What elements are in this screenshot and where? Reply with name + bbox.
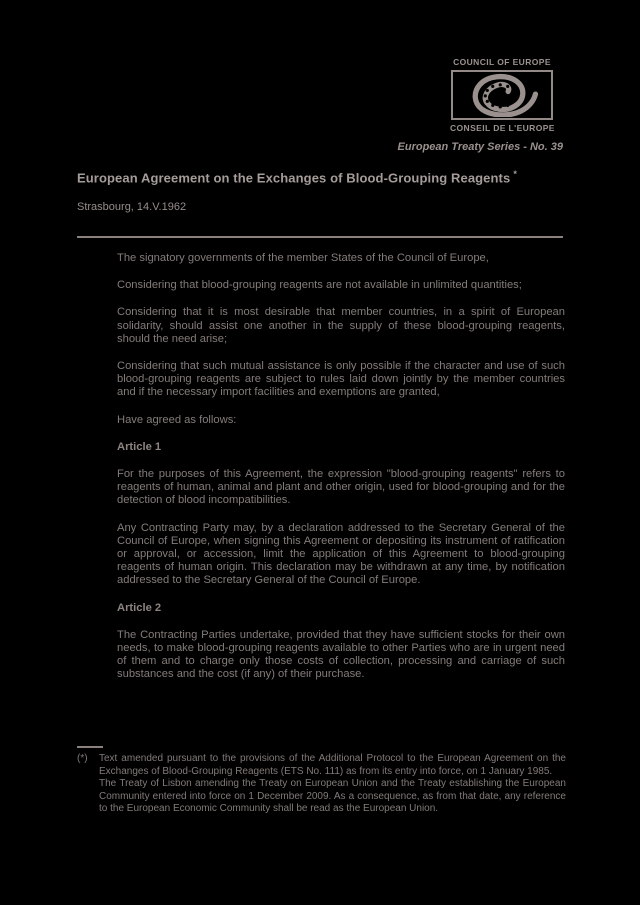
treaty-series-label: European Treaty Series - No. 39 xyxy=(397,141,563,153)
article-1-paragraph: Any Contracting Party may, by a declaration addressed to the Secretary General of the Council of Europe, when signing this Agreement or depositing its instrument of ratification or approval, or accession, limit the application of this Agreement to blood-grouping reagents of human origin. This declaration may be withdrawn at any time, by notification addressed to the Secretary General of the Council of Europe. xyxy=(117,521,565,587)
preamble-paragraph: Considering that blood-grouping reagents are not available in unlimited quantities; xyxy=(117,279,522,292)
title-divider-rule xyxy=(77,236,563,238)
article-2-paragraph: The Contracting Parties undertake, provided that they have sufficient stocks for their own needs, to make blood-grouping reagents available to other Parties who are in urgent need of them and to charge only those costs of collection, processing and carriage of such substances and the cost (if any) of their purchase. xyxy=(117,628,565,681)
footnote-text: The Treaty of Lisbon amending the Treaty on European Union and the Treaty establishing the European Community entered into force on 1 December 2009. As a consequence, as from that date, any reference to the European Economic Community shall be read as the European Union. xyxy=(99,778,566,815)
footnote-separator-rule xyxy=(77,746,103,748)
org-name-french: CONSEIL DE L'EUROPE xyxy=(450,123,555,133)
place-and-date: Strasbourg, 14.V.1962 xyxy=(77,201,187,213)
council-of-europe-logo-block xyxy=(450,57,554,133)
article-2-heading: Article 2 xyxy=(117,601,162,614)
council-of-europe-logo-box xyxy=(451,70,553,120)
org-name-english: COUNCIL OF EUROPE xyxy=(453,57,551,67)
footnote-paragraph xyxy=(77,778,566,816)
footnote-block xyxy=(77,746,566,816)
council-of-europe-e-logo-icon xyxy=(455,73,549,117)
article-1-paragraph: For the purposes of this Agreement, the expression "blood-grouping reagents" refers to reagents of human, animal and plant and other origin, used for blood-grouping and for the detection of blood incompatibilities. xyxy=(117,468,565,507)
preamble-paragraph: The signatory governments of the member States of the Council of Europe, xyxy=(117,252,489,264)
title-footnote-marker: * xyxy=(513,169,517,179)
preamble-paragraph: Have agreed as follows: xyxy=(117,413,237,426)
preamble-paragraph: Considering that it is most desirable that member countries, in a spirit of European solidarity, should assist one another in the supply of these blood-grouping reagents, should the need arise; xyxy=(117,306,565,345)
document-title xyxy=(77,169,577,185)
article-1-heading: Article 1 xyxy=(117,440,162,453)
document-title-text: European Agreement on the Exchanges of Blood-Grouping Reagents xyxy=(77,170,511,186)
footnote-paragraph xyxy=(77,753,566,778)
footnote-text: Text amended pursuant to the provisions of the Additional Protocol to the European Agreement on the Exchanges of Blood-Grouping Reagents (ETS No. 111) as from its entry into force, on 1 January 1985. xyxy=(99,753,566,777)
preamble-paragraph: Considering that such mutual assistance is only possible if the character and use of such blood-grouping reagents are subject to rules laid down jointly by the member countries and if the necessary import facilities and exemptions are granted, xyxy=(117,360,565,399)
footnote-marker: (*) xyxy=(77,753,88,764)
treaty-body xyxy=(117,252,565,696)
